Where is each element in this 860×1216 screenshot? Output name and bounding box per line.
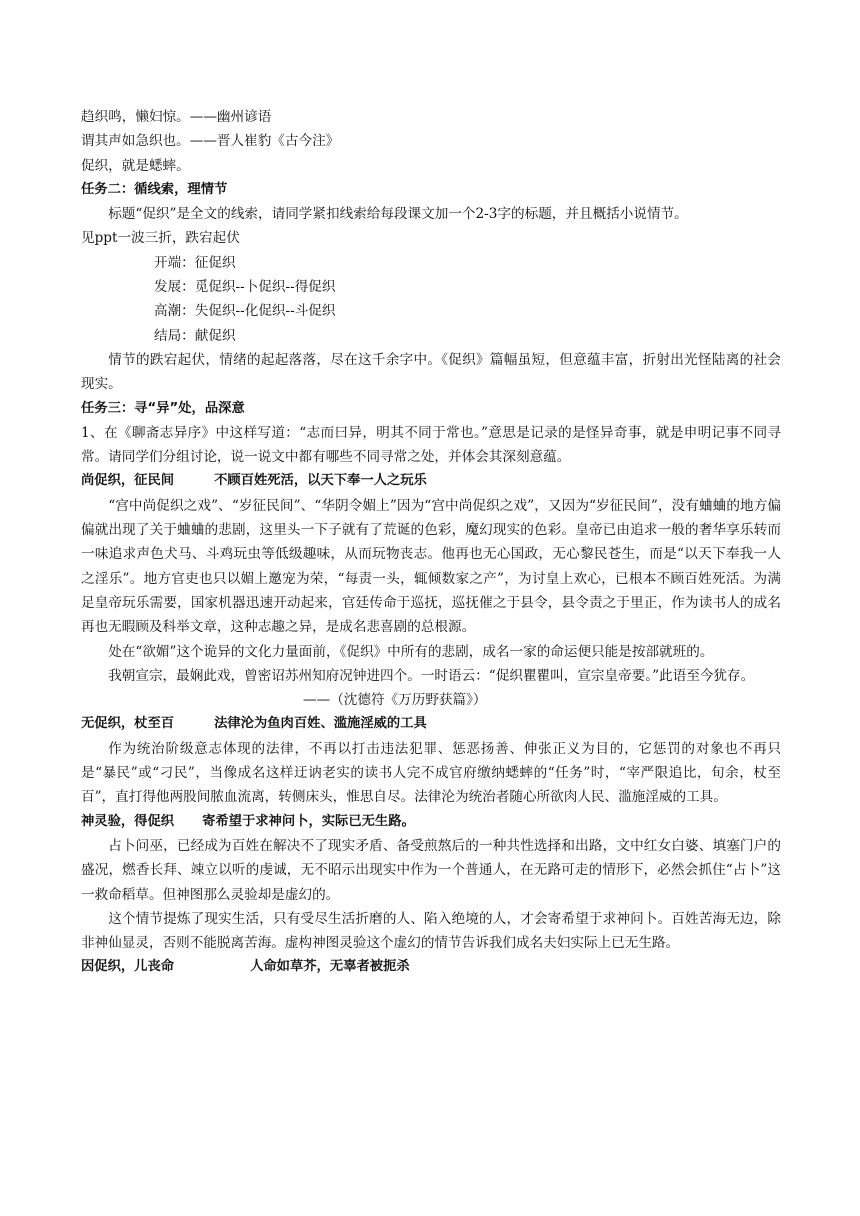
task3-heading: 任务三：寻“异”处，品深意 [81, 400, 245, 416]
task3-intro: 1、在《聊斋志异序》中这样写道：“志而曰异，明其不同于常也。”意思是记录的是怪异奇事，就是申明记事不同寻常。请同学们分组讨论，说一说文中都有哪些不同寻常之处，并体会其深刻意蕴。 [81, 424, 781, 466]
section-paragraph: 这个情节提炼了现实生活，只有受尽生活折磨的人、陷入绝境的人，才会寄希望于求神问卜。百姓苦海无边，除非神仙显灵，否则不能脱离苦海。虚构神图灵验这个虚幻的情节告诉我们成名夫妇实际上已无生路。 [81, 910, 781, 952]
section-title: 神灵验，得促织 [81, 813, 175, 829]
quote-line-2: 谓其声如急织也。——晋人崔豹《古今注》 [81, 133, 340, 150]
citation: ——（沈德符《万历野获篇》） [303, 692, 487, 709]
section-heading [81, 955, 781, 979]
section-heading [81, 712, 781, 736]
task2-ppt-note: 见ppt一波三折，跌宕起伏 [81, 230, 240, 247]
section-paragraph: 作为统治阶级意志体现的法律，不再以打击违法犯罪、惩恶扬善、伸张正义为目的，它惩罚的对象也不再只是“暴民”或“刁民”，当像成名这样迂讷老实的读书人完不成官府缴纳蟋蟀的“任务”时，“宰严限追比，旬余，杖至百”，直打得他两股间脓血流离，转侧床头，惟思自尽。法律沦为统治者随心所欲肉人民、滥施淫威的工具。 [81, 740, 781, 806]
section-theme: 寄希望于求神问卜，实际已无生路。 [202, 813, 415, 829]
section-paragraph: “宫中尚促织之戏”、“岁征民间”、“华阴令媚上”因为“宫中尚促织之戏”，又因为“岁征民间”，没有蛐蛐的地方偏偏就出现了关于蛐蛐的悲剧，这里头一下子就有了荒诞的色彩，魔幻现实的色彩。皇帝已由追求一般的奢华享乐转而一味追求声色犬马、斗鸡玩虫等低级趣味，从而玩物丧志。他再也无心国政，无心黎民苍生，而是“以天下奉我一人之淫乐”。地方官吏也只以媚上邀宠为荣，“每责一头，辄倾数家之产”，为讨皇上欢心，已根本不顾百姓死活。为满足皇帝玩乐需要，国家机器迅速开动起来，官廷传命于巡抚，巡抚催之于县令，县令责之于里正，作为读书人的成名再也无暇顾及科举文章，这种志趣之异，是成名悲喜剧的总根源。 [81, 497, 781, 636]
section-paragraph: 处在“欲媚”这个诡异的文化力量面前，《促织》中所有的悲剧，成名一家的命运便只能是按部就班的。 [108, 643, 714, 660]
plot-stage-beginning: 开端：征促织 [154, 254, 236, 271]
task2-summary: 情节的跌宕起伏，情绪的起起落落，尽在这千余字中。《促织》篇幅虽短，但意蕴丰富，折射出光怪陆离的社会现实。 [81, 351, 781, 393]
quote-line-1: 趋织鸣，懒妇惊。——幽州谚语 [81, 109, 272, 125]
section-theme: 人命如草芥，无辜者被扼杀 [250, 959, 410, 975]
plot-stage-development: 发展：觅促织--卜促织--得促织 [154, 279, 336, 296]
section-heading [81, 810, 781, 834]
section-heading [81, 469, 781, 493]
plot-stage-climax: 高潮：失促织--化促织--斗促织 [154, 303, 336, 320]
quote-line-3: 促织，就是蟋蟀。 [81, 157, 190, 174]
section-paragraph: 占卜问巫，已经成为百姓在解决不了现实矛盾、备受煎熬后的一种共性选择和出路，文中红女白婆、填塞门户的盛况，燃香长拜、竦立以听的虔诚，无不昭示出现实中作为一个普通人，在无路可走的情形下，必然会抓住“占卜”这一救命稻草。但神图那么灵验却是虚幻的。 [81, 837, 781, 903]
section-paragraph: 我朝宣宗，最娴此戏，曾密诏苏州知府况钟进四个。一时语云：“促织瞿瞿叫，宣宗皇帝要。”此语至今犹存。 [108, 667, 755, 684]
section-title: 因促织，儿丧命 [81, 959, 175, 975]
task2-heading: 任务二：循线索，理情节 [81, 181, 228, 197]
section-title: 尚促织，征民间 [81, 473, 175, 489]
plot-stage-ending: 结局：献促织 [154, 327, 236, 344]
section-theme: 法律沦为鱼肉百姓、滥施淫威的工具 [214, 716, 427, 732]
section-title: 无促织，杖至百 [81, 716, 175, 732]
task2-intro: 标题“促织”是全文的线索，请同学紧扣线索给每段课文加一个2-3字的标题，并且概括小说情节。 [108, 206, 688, 223]
section-theme: 不顾百姓死活，以天下奉一人之玩乐 [214, 473, 427, 489]
document-page [81, 105, 781, 980]
